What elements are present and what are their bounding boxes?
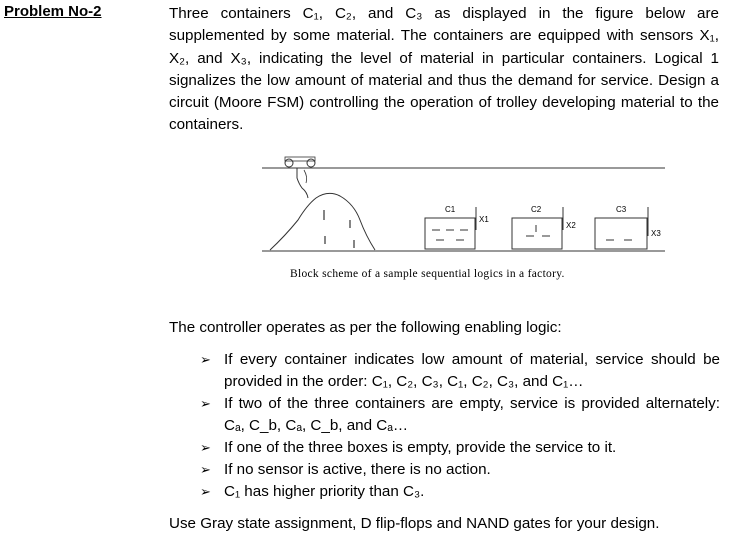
logic-intro: The controller operates as per the following enabling logic: bbox=[169, 319, 562, 336]
factory-diagram bbox=[250, 150, 680, 265]
material-pile bbox=[270, 193, 375, 250]
container-c1 bbox=[425, 218, 475, 249]
figure-caption: Block scheme of a sample sequential logics in a factory. bbox=[290, 268, 565, 280]
rule-text: If no sensor is active, there is no action. bbox=[224, 461, 491, 478]
rule-text: If every container indicates low amount of material, service should be provided in the order: C₁, C₂, C₃, C₁, C₂, C₃, and C₁… bbox=[224, 351, 720, 390]
sensor-label-x2: X2 bbox=[566, 221, 576, 230]
problem-statement: Three containers C₁, C₂, and C₃ as displayed in the figure below are supplemented by some material. The containers are equipped with sensors X₁, X₂, and X₃, indicating the level of material in particular containers. Logical 1 signalizes the low amount of material and thus the demand for service. Design a circuit (Moore FSM) controlling the operation of trolley developing material to the containers. bbox=[169, 5, 719, 134]
rule-text: If two of the three containers are empty, service is provided alternately: Cₐ, C_b, Cₐ, C_b, and Cₐ… bbox=[224, 395, 720, 434]
sensor-label-x3: X3 bbox=[651, 229, 661, 238]
sensor-label-x1: X1 bbox=[479, 215, 489, 224]
bullet-arrow-icon: ➢ bbox=[200, 484, 211, 499]
rule-text: If one of the three boxes is empty, provide the service to it. bbox=[224, 439, 617, 456]
trolley-wheel bbox=[285, 159, 293, 167]
bullet-arrow-icon: ➢ bbox=[200, 396, 211, 411]
container-label-c1: C1 bbox=[445, 205, 456, 214]
rule-list bbox=[200, 349, 720, 503]
bullet-arrow-icon: ➢ bbox=[200, 440, 211, 455]
factory-figure bbox=[250, 150, 680, 265]
bullet-arrow-icon: ➢ bbox=[200, 352, 211, 367]
rule-text: C₁ has higher priority than C₃. bbox=[224, 483, 425, 500]
list-item bbox=[200, 437, 720, 459]
container-c3 bbox=[595, 218, 647, 249]
trolley-wheel bbox=[307, 159, 315, 167]
list-item bbox=[200, 481, 720, 503]
container-label-c3: C3 bbox=[616, 205, 627, 214]
closing-instruction: Use Gray state assignment, D flip-flops and NAND gates for your design. bbox=[169, 515, 660, 532]
list-item bbox=[200, 393, 720, 437]
problem-label: Problem No-2 bbox=[4, 3, 102, 20]
container-c2 bbox=[512, 218, 562, 249]
list-item bbox=[200, 349, 720, 393]
list-item bbox=[200, 459, 720, 481]
bullet-arrow-icon: ➢ bbox=[200, 462, 211, 477]
container-label-c2: C2 bbox=[531, 205, 542, 214]
